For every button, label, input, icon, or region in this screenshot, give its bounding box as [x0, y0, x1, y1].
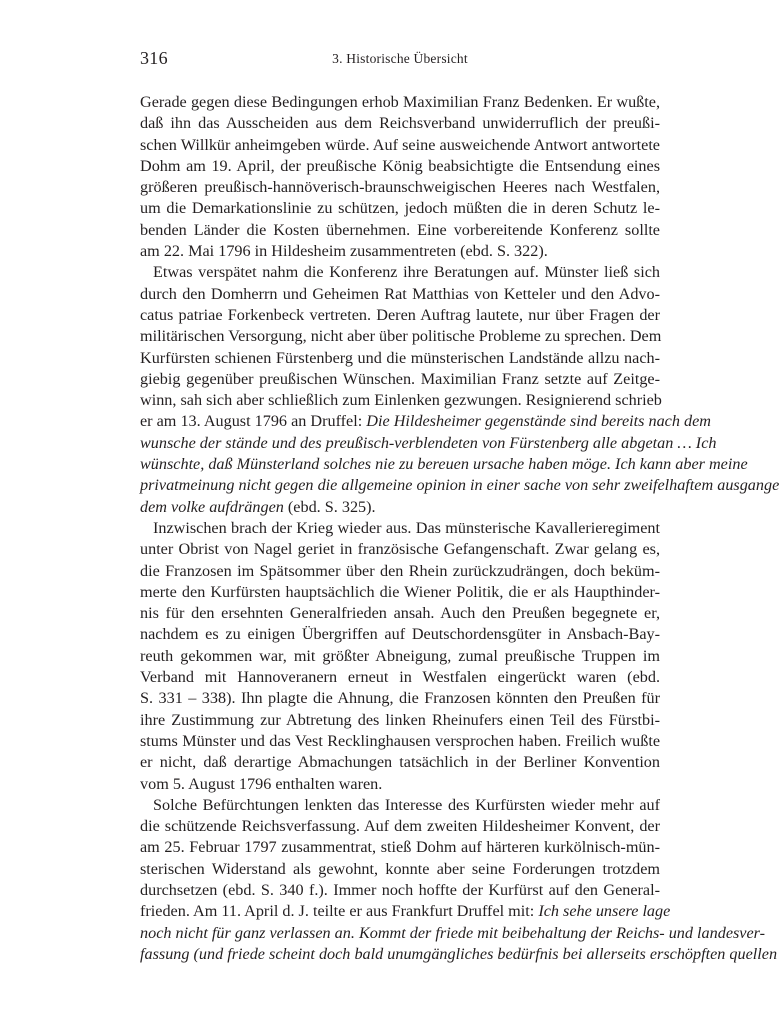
text-line — [140, 411, 711, 432]
text-run: frieden. Am 11. April d. J. teilte er aus Frankfurt Druffel mit: — [140, 902, 539, 921]
quotation-run: wunsche der stände und des preußisch-verblendeten von Fürstenberg alle abgetan … Ich — [140, 433, 717, 452]
text-line — [140, 497, 660, 518]
text-line: die schützende Reichsverfassung. Auf dem zweiten Hildesheimer Konvent, der — [140, 817, 660, 836]
text-line — [140, 901, 671, 922]
text-line: Solche Befürchtungen lenkten das Interesse des Kurfürsten wieder mehr auf — [153, 795, 660, 814]
text-line: durchsetzen (ebd. S. 340 f.). Immer noch hoffte der Kurfürst auf den General- — [140, 880, 660, 899]
running-head: 3. Historische Übersicht — [332, 51, 468, 66]
quotation-line — [140, 944, 778, 965]
text-line: merte den Kurfürsten hauptsächlich die Wiener Politik, die er als Haupthinder- — [140, 582, 660, 601]
text-line: catus patriae Forkenbeck vertreten. Deren Auftrag lautete, nur über Fragen der — [140, 305, 660, 324]
quotation-run: noch nicht für ganz verlassen an. Kommt der friede mit beibehaltung der Reichs- und landesver- — [140, 923, 766, 942]
text-line: daß ihn das Ausscheiden aus dem Reichsverband unwiderruflich der preußi- — [140, 114, 660, 133]
text-line: Verband mit Hannoveranern erneut in Westfalen eingerückt waren (ebd. — [140, 668, 660, 687]
quotation-line — [140, 475, 779, 496]
text-line: am 25. Februar 1797 zusammentrat, stieß Dohm auf härteren kurkölnisch-mün- — [140, 838, 660, 857]
text-line: Etwas verspätet nahm die Konferenz ihre Beratungen auf. Münster ließ sich — [153, 263, 660, 282]
text-line: winn, sah sich aber schließlich zum Einlenken gezwungen. Resignierend schrieb — [140, 391, 662, 410]
quotation-run: fassung (und friede scheint doch bald unumgängliches bedürfnis bei allerseits erschöpften quellen — [140, 944, 778, 963]
text-line: unter Obrist von Nagel geriet in französische Gefangenschaft. Zwar gelang es, — [140, 540, 660, 559]
text-line: militärischen Versorgung, nicht aber über politische Probleme zu sprechen. Dem — [140, 327, 662, 346]
text-line: er nicht, daß derartige Abmachungen tatsächlich in der Berliner Konvention — [140, 753, 660, 772]
text-line: schen Willkür anheimgeben würde. Auf seine ausweichende Antwort antwortete — [140, 135, 660, 154]
text-line: nachdem es zu einigen Übergriffen auf Deutschordensgüter in Ansbach-Bay- — [140, 625, 660, 644]
text-line: durch den Domherrn und Geheimen Rat Matthias von Ketteler und den Advo- — [140, 284, 660, 303]
quotation-run: wünschte, daß Münsterland solches nie zu bereuen ursache haben möge. Ich kann aber meine — [140, 455, 748, 474]
text-line: nis für den ersehnten Generalfrieden ansah. Auch den Preußen begegnete er, — [140, 604, 660, 623]
text-line: benden Länder die Kosten übernehmen. Eine vorbereitende Konferenz sollte — [140, 220, 660, 239]
text-line: Kurfürsten schienen Fürstenberg und die münsterischen Landstände allzu nach- — [140, 348, 660, 367]
quotation-run: Ich sehe unsere lage — [538, 902, 671, 921]
text-line: um die Demarkationslinie zu schützen, jedoch müßten die in deren Schutz le- — [140, 199, 660, 218]
quotation-line — [140, 454, 748, 475]
text-line: sterischen Widerstand als gewohnt, konnte aber seine Forderungen trotzdem — [140, 859, 660, 878]
body-text — [140, 92, 779, 965]
text-line: größeren preußisch-hannöverisch-braunschweigischen Heeres nach Westfalen, — [140, 178, 660, 197]
text-line: Inzwischen brach der Krieg wieder aus. Das münsterische Kavallerieregiment — [153, 518, 660, 537]
text-run: er am 13. August 1796 an Druffel: — [140, 412, 367, 431]
page-number: 316 — [140, 48, 168, 68]
text-line: am 22. Mai 1796 in Hildesheim zusammentreten (ebd. S. 322). — [140, 242, 548, 261]
quotation-run: privatmeinung nicht gegen die allgemeine opinion in einer sache von sehr zweifelhaftem ausgange — [140, 476, 779, 495]
quotation-run: dem volke aufdrängen — [140, 497, 284, 516]
text-line: ihre Zustimmung zur Abtretung des linken Rheinufers einen Teil des Fürstbi- — [140, 710, 660, 729]
text-line: vom 5. August 1796 enthalten waren. — [140, 774, 383, 793]
text-run: (ebd. S. 325). — [283, 497, 376, 516]
quotation-line — [140, 433, 717, 454]
text-line: Gerade gegen diese Bedingungen erhob Maximilian Franz Bedenken. Er wußte, — [140, 93, 660, 111]
text-line: S. 331 – 338). Ihn plagte die Ahnung, die Franzosen könnten den Preußen für — [140, 689, 660, 708]
text-line: giebig gegenüber preußischen Wünschen. Maximilian Franz setzte auf Zeitge- — [140, 369, 660, 388]
text-line: stums Münster und das Vest Recklinghausen versprochen haben. Freilich wußte — [140, 731, 660, 750]
text-line: die Franzosen im Spätsommer über den Rhein zurückzudrängen, doch beküm- — [140, 561, 660, 580]
text-line: reuth gekommen war, mit größter Abneigung, zumal preußische Truppen im — [140, 646, 660, 665]
quotation-run: Die Hildesheimer gegenstände sind bereits nach dem — [366, 412, 711, 431]
text-line: Dohm am 19. April, der preußische König beabsichtigte die Entsendung eines — [140, 156, 660, 175]
quotation-line — [140, 923, 766, 944]
